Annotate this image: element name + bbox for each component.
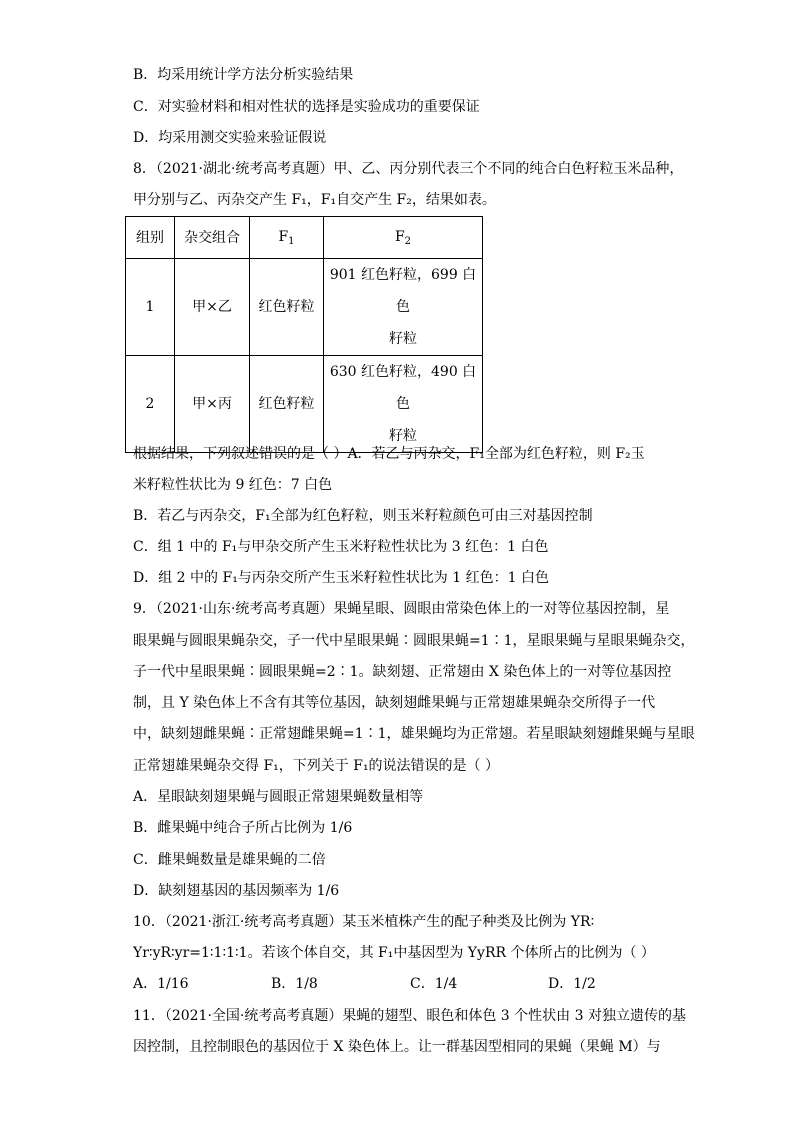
option-b-line: B．均采用统计学方法分析实验结果 [133, 67, 354, 83]
question-9-stem-cont: 眼果蝇与圆眼果蝇杂交，子一代中星眼果蝇∶圆眼果蝇=1∶1，星眼果蝇与星眼果蝇杂交， [133, 633, 695, 649]
question-10-options [133, 974, 596, 994]
row-cross: 甲×乙 [175, 259, 250, 356]
row-f2: 901 红色籽粒，699 白色 籽粒 [324, 259, 483, 356]
option-a: A．1/16 [133, 976, 189, 992]
question-9-stem-cont: 子一代中星眼果蝇∶圆眼果蝇=2∶1。缺刻翅、正常翅由 X 染色体上的一对等位基因控 [133, 664, 672, 680]
row-f1: 红色籽粒 [250, 356, 324, 453]
option-d: D．1/2 [548, 976, 596, 992]
question-9-stem-cont: 制，且 Y 染色体上不含有其等位基因，缺刻翅雌果蝇与正常翅雄果蝇杂交所得子一代 [133, 695, 656, 711]
table-header-f1: $F_1$ [250, 217, 324, 259]
table-row [126, 356, 483, 453]
question-11-stem: 11．（2021·全国·统考高考真题）果蝇的翅型、眼色和体色 3 个性状由 3 对独立遗传的基 [133, 1008, 686, 1024]
question-9-option-a: A．星眼缺刻翅果蝇与圆眼正常翅果蝇数量相等 [133, 789, 424, 805]
question-10-stem-cont: Yr∶yR∶yr=1∶1∶1∶1。若该个体自交，其 F₁中基因型为 YyRR 个体所占的比例为（ ） [133, 945, 655, 961]
table-header-f2: $F_2$ [324, 217, 483, 259]
question-9-stem-cont: 中，缺刻翅雌果蝇∶正常翅雌果蝇=1∶1，雄果蝇均为正常翅。若星眼缺刻翅雌果蝇与星眼 [133, 726, 695, 742]
row-group: 2 [126, 356, 175, 453]
row-f1: 红色籽粒 [250, 259, 324, 356]
option-d-line: D．均采用测交实验来验证假说 [133, 130, 327, 146]
row-group: 1 [126, 259, 175, 356]
table-row [126, 259, 483, 356]
question-9-stem-cont: 正常翅雄果蝇杂交得 F₁，下列关于 F₁的说法错误的是（ ） [133, 758, 500, 774]
question-8-option-b: B．若乙与丙杂交，F₁全部为红色籽粒，则玉米籽粒颜色可由三对基因控制 [133, 508, 593, 524]
table-header-group: 组别 [126, 217, 175, 259]
results-table [125, 216, 483, 453]
row-f2: 630 红色籽粒，490 白色 籽粒 [324, 356, 483, 453]
option-c: C．1/4 [410, 976, 458, 992]
question-8-option-c: C．组 1 中的 F₁与甲杂交所产生玉米籽粒性状比为 3 红色：1 白色 [133, 539, 549, 555]
row-cross: 甲×丙 [175, 356, 250, 453]
question-8-option-a-cont: 米籽粒性状比为 9 红色：7 白色 [133, 477, 333, 493]
question-8-stem: 8．（2021·湖北·统考高考真题）甲、乙、丙分别代表三个不同的纯合白色籽粒玉米品种， [133, 161, 684, 177]
question-8-option-d: D．组 2 中的 F₁与丙杂交所产生玉米籽粒性状比为 1 红色：1 白色 [133, 570, 549, 586]
question-8-prompt: 根据结果，下列叙述错误的是（ ）A．若乙与丙杂交，F₁全部为红色籽粒，则 F₂玉 [133, 446, 645, 462]
option-c-line: C．对实验材料和相对性状的选择是实验成功的重要保证 [133, 99, 480, 115]
question-9-option-b: B．雌果蝇中纯合子所占比例为 1/6 [133, 820, 353, 836]
table-header-cross: 杂交组合 [175, 217, 250, 259]
question-9-option-c: C．雌果蝇数量是雄果蝇的二倍 [133, 852, 326, 868]
question-10-stem: 10．（2021·浙江·统考高考真题）某玉米植株产生的配子种类及比例为 YR∶ [133, 914, 595, 930]
question-8-stem-cont: 甲分别与乙、丙杂交产生 F₁，F₁自交产生 F₂，结果如表。 [133, 192, 496, 208]
question-9-stem: 9．（2021·山东·统考高考真题）果蝇星眼、圆眼由常染色体上的一对等位基因控制，星 [133, 601, 670, 617]
option-b: B．1/8 [271, 976, 318, 992]
question-9-option-d: D．缺刻翅基因的基因频率为 1/6 [133, 883, 340, 899]
question-11-stem-cont: 因控制，且控制眼色的基因位于 X 染色体上。让一群基因型相同的果蝇（果蝇 M）与 [133, 1039, 661, 1055]
